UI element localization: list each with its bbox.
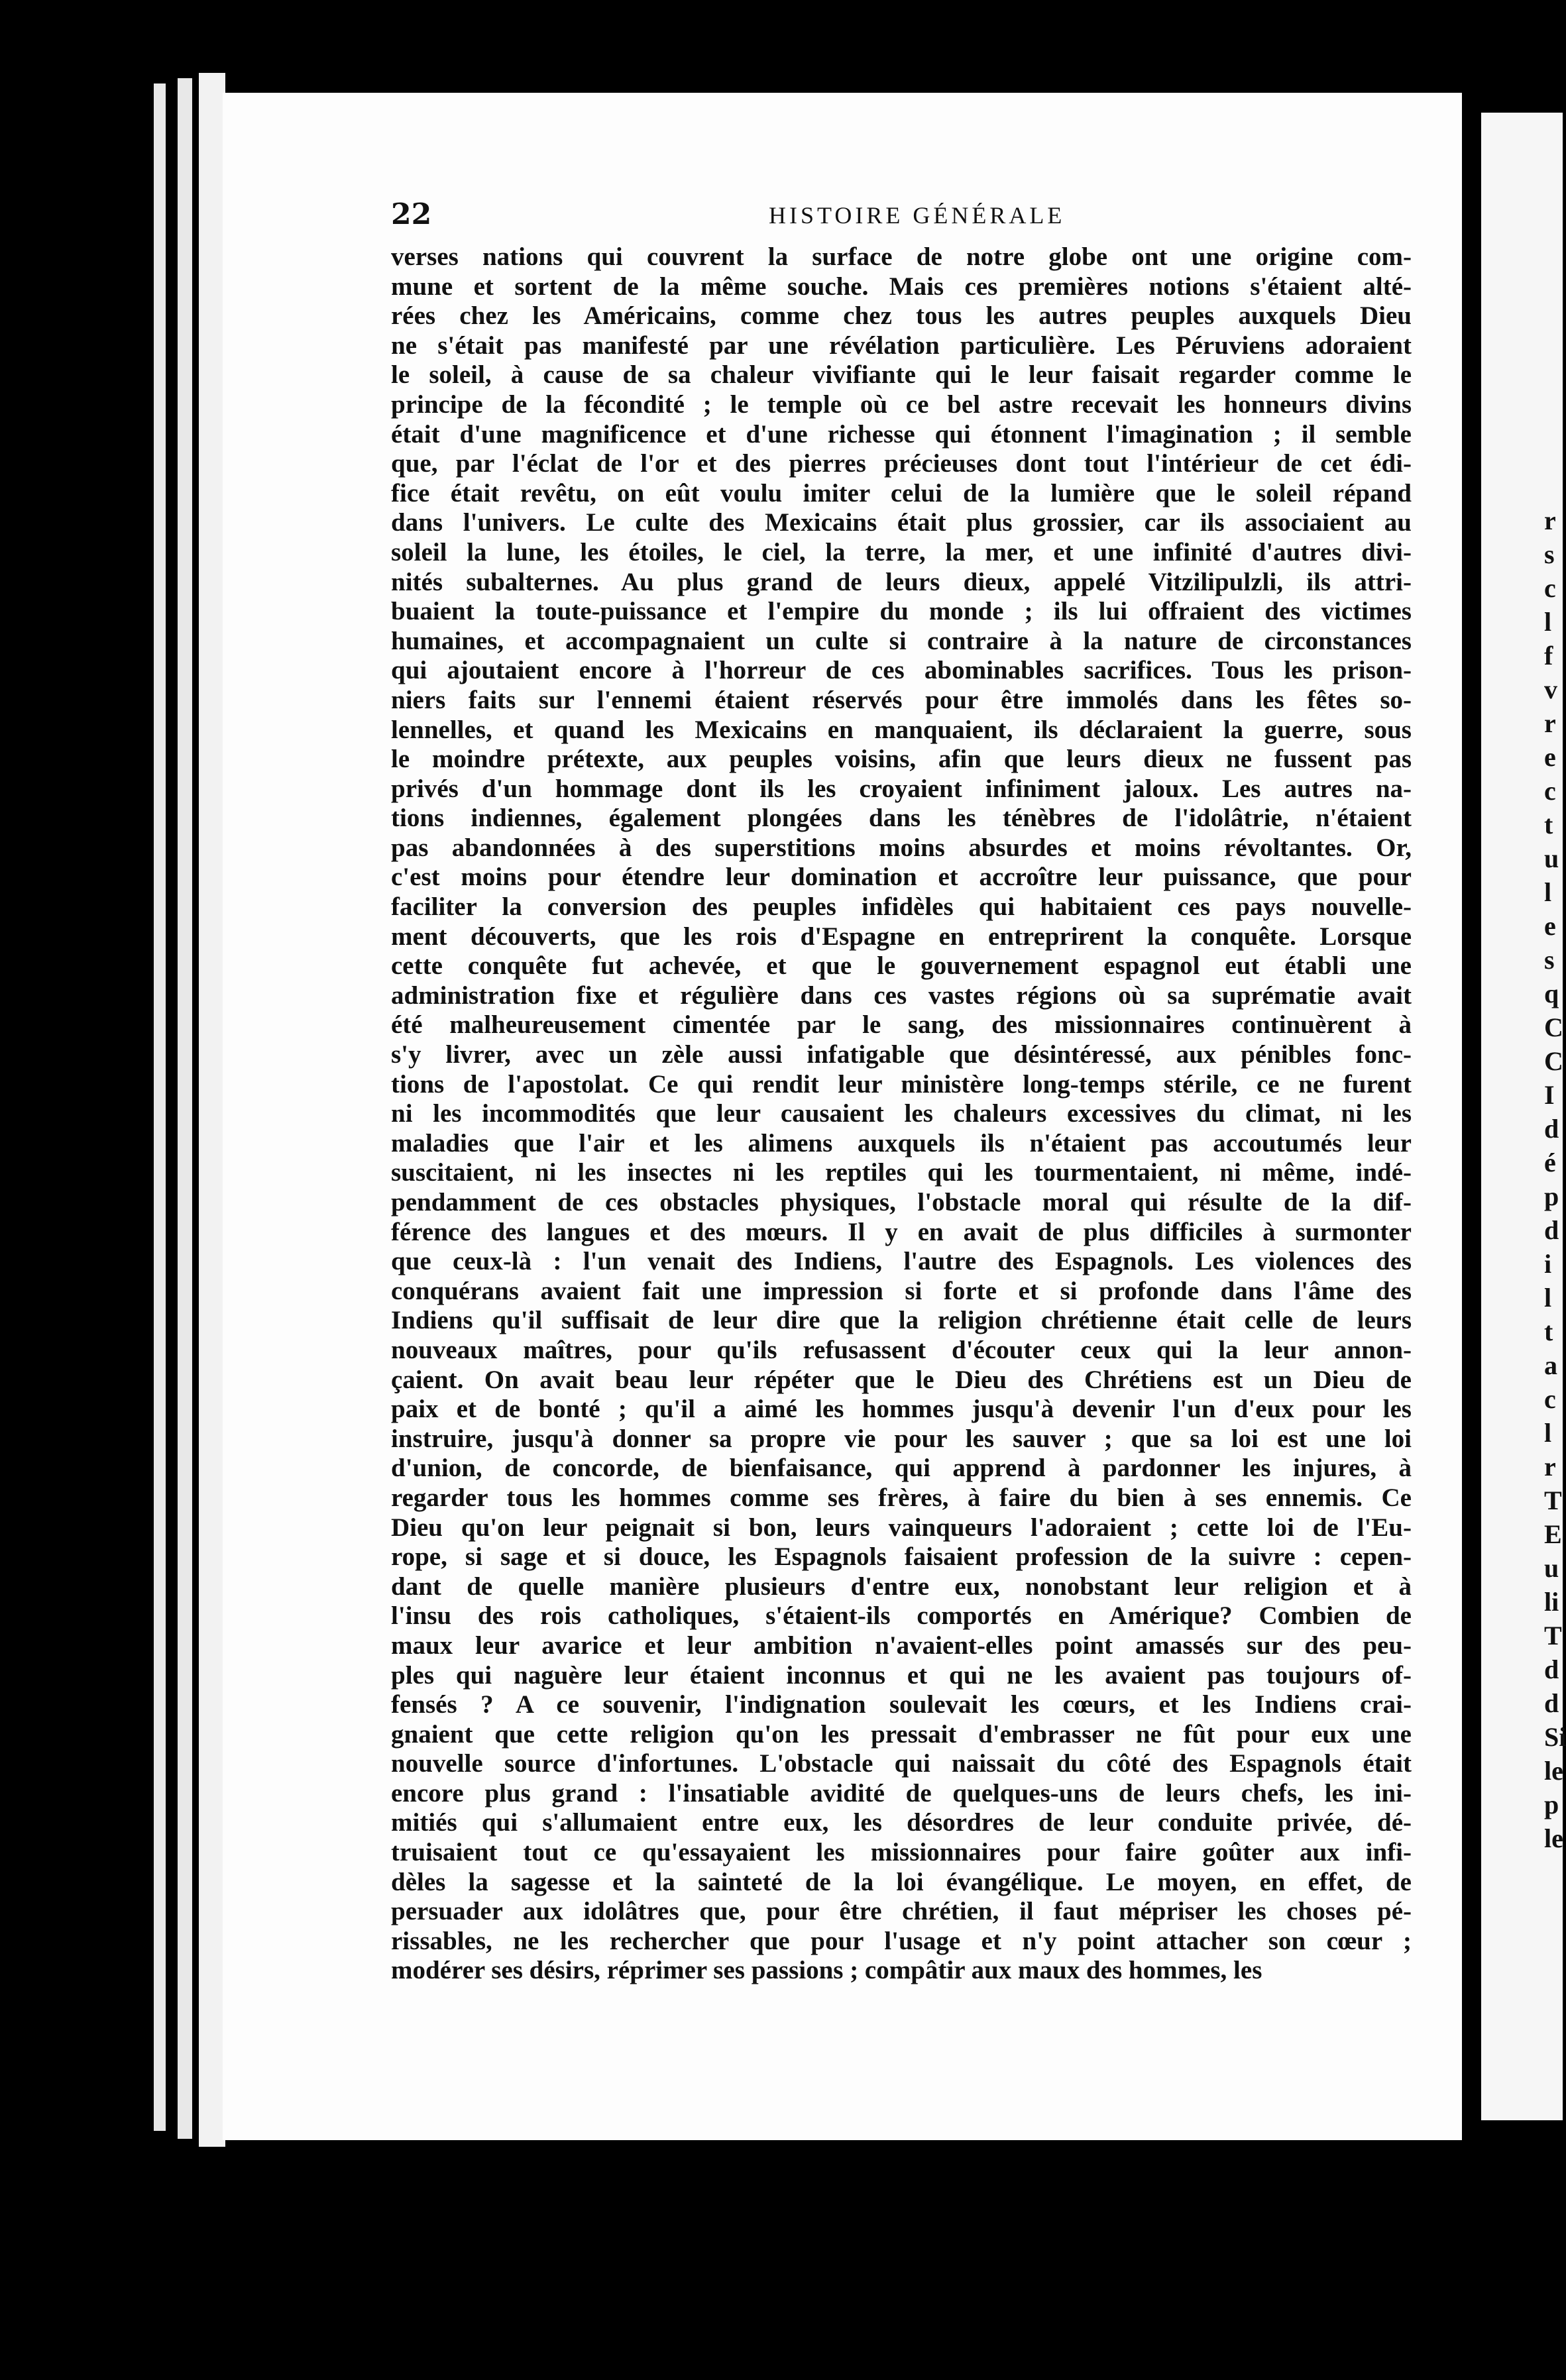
text-line: faciliter la conversion des peuples infidèles qui habitaient ces pays nouvelle- — [391, 892, 1412, 922]
facing-page-fragment: t — [1544, 1317, 1553, 1346]
text-line: encore plus grand : l'insatiable avidité de quelques-uns de leurs chefs, les ini- — [391, 1778, 1412, 1808]
text-line: suscitaient, ni les insectes ni les reptiles qui les tourmentaient, ni même, indé- — [391, 1158, 1412, 1187]
text-line: le moindre prétexte, aux peuples voisins, afin que leurs dieux ne fussent pas — [391, 745, 1412, 774]
facing-page-fragment: le — [1544, 1823, 1563, 1853]
facing-page-fragment: le — [1544, 1756, 1563, 1786]
facing-page-fragment: Si — [1544, 1722, 1566, 1752]
text-line: regarder tous les hommes comme ses frères, à faire du bien à ses ennemis. Ce — [391, 1483, 1412, 1512]
book-edge — [154, 83, 166, 2131]
facing-page-fragment: p — [1544, 1181, 1559, 1211]
facing-page-fragment: p — [1544, 1790, 1559, 1819]
text-line: gnaient que cette religion qu'on les pressait d'embrasser ne fût pour eux une — [391, 1719, 1412, 1749]
facing-page-fragment: li — [1544, 1587, 1559, 1617]
text-line: pas abandonnées à des superstitions moins absurdes et moins révoltantes. Or, — [391, 833, 1412, 862]
facing-page-fragment: C — [1544, 1012, 1563, 1042]
facing-page-fragment: l — [1544, 1283, 1552, 1313]
facing-page-fragment: t — [1544, 810, 1553, 839]
text-line: ni les incommodités que leur causaient les chaleurs excessives du climat, ni les — [391, 1099, 1412, 1128]
facing-page-fragment: c — [1544, 1384, 1556, 1414]
text-line: d'union, de concorde, de bienfaisance, qui apprend à pardonner les injures, à — [391, 1454, 1412, 1483]
text-line: privés d'un hommage dont ils les croyaient infiniment jaloux. Les autres na- — [391, 774, 1412, 803]
text-line: ne s'était pas manifesté par une révélation particulière. Les Péruviens adoraient — [391, 331, 1412, 360]
text-line: férence des langues et des mœurs. Il y en avait de plus difficiles à surmonter — [391, 1217, 1412, 1246]
facing-page-fragment: a — [1544, 1350, 1557, 1380]
facing-page-fragment: r — [1544, 708, 1556, 738]
facing-page-fragment: E — [1544, 1519, 1562, 1549]
text-line: paix et de bonté ; qu'il a aimé les hommes jusqu'à devenir l'un d'eux pour les — [391, 1395, 1412, 1424]
facing-page-text — [1544, 504, 1566, 1855]
facing-page-fragment: T — [1544, 1621, 1562, 1650]
facing-page-fragment: d — [1544, 1114, 1559, 1144]
text-line: nouvelle source d'infortunes. L'obstacle qui naissait du côté des Espagnols était — [391, 1749, 1412, 1778]
text-line: cette conquête fut achevée, et que le gouvernement espagnol eut établi une — [391, 951, 1412, 981]
book-edge — [199, 73, 225, 2147]
text-line: c'est moins pour étendre leur domination et accroître leur puissance, que pour — [391, 863, 1412, 892]
text-line: instruire, jusqu'à donner sa propre vie pour les sauver ; que sa loi est une loi — [391, 1424, 1412, 1453]
text-line: mitiés qui s'allumaient entre eux, les désordres de leur conduite privée, dé- — [391, 1808, 1412, 1837]
text-line: fensés ? A ce souvenir, l'indignation soulevait les cœurs, et les Indiens crai- — [391, 1690, 1412, 1719]
text-line: ment découverts, que les rois d'Espagne en entreprirent la conquête. Lorsque — [391, 922, 1412, 951]
facing-page-fragment: e — [1544, 911, 1556, 941]
text-line: dans l'univers. Le culte des Mexicains était plus grossier, car ils associaient au — [391, 508, 1412, 537]
running-title: HISTOIRE GÉNÉRALE — [769, 202, 1066, 229]
facing-page-fragment: d — [1544, 1654, 1559, 1684]
text-line: soleil la lune, les étoiles, le ciel, la terre, la mer, et une infinité d'autres divi- — [391, 537, 1412, 567]
text-line: rées chez les Américains, comme chez tous les autres peuples auxquels Dieu — [391, 301, 1412, 331]
facing-page-fragment: s — [1544, 945, 1555, 975]
text-line: tions de l'apostolat. Ce qui rendit leur ministère long-temps stérile, ce ne furent — [391, 1069, 1412, 1099]
text-line: çaient. On avait beau leur répéter que le Dieu des Chrétiens est un Dieu de — [391, 1365, 1412, 1394]
text-line: maladies que l'air et les alimens auxquels ils n'étaient pas accoutumés leur — [391, 1128, 1412, 1158]
facing-page-fragment: v — [1544, 675, 1557, 704]
text-line: rissables, ne les rechercher que pour l'usage et n'y point attacher son cœur ; — [391, 1926, 1412, 1955]
running-head — [391, 197, 1405, 237]
text-line: était d'une magnificence et d'une richesse qui étonnent l'imagination ; il semble — [391, 419, 1412, 449]
facing-page-fragment: s — [1544, 539, 1555, 569]
text-line: verses nations qui couvrent la surface de notre globe ont une origine com- — [391, 243, 1412, 271]
text-line: tions indiennes, également plongées dans les ténèbres de l'idolâtrie, n'étaient — [391, 804, 1412, 833]
text-line: maux leur avarice et leur ambition n'avaient-elles point amassés sur des peu- — [391, 1631, 1412, 1660]
facing-page-fragment: l — [1544, 1418, 1552, 1448]
text-line: nités subalternes. Au plus grand de leurs dieux, appelé Vitzilipulzli, ils attri- — [391, 567, 1412, 596]
facing-page-fragment: u — [1544, 843, 1559, 873]
facing-page-fragment: C — [1544, 1046, 1563, 1076]
text-line: l'insu des rois catholiques, s'étaient-ils comportés en Amérique? Combien de — [391, 1601, 1412, 1631]
text-line: mune et sortent de la même souche. Mais ces premières notions s'étaient alté- — [391, 272, 1412, 301]
text-line: Indiens qu'il suffisait de leur dire que la religion chrétienne était celle de leurs — [391, 1306, 1412, 1335]
facing-page-fragment: d — [1544, 1215, 1559, 1245]
text-line: s'y livrer, avec un zèle aussi infatigable que désintéressé, aux pénibles fonc- — [391, 1040, 1412, 1069]
text-line: humaines, et accompagnaient un culte si contraire à la nature de circonstances — [391, 626, 1412, 655]
facing-page-fragment: c — [1544, 776, 1556, 806]
facing-page-fragment: é — [1544, 1148, 1556, 1177]
facing-page-fragment: r — [1544, 1452, 1556, 1482]
facing-page-fragment: T — [1544, 1486, 1562, 1515]
facing-page-fragment: r — [1544, 506, 1556, 535]
text-line: Dieu qu'on leur peignait si bon, leurs vainqueurs l'adoraient ; cette loi de l'Eu- — [391, 1513, 1412, 1542]
text-line: ples qui naguère leur étaient inconnus et qui ne les avaient pas toujours of- — [391, 1660, 1412, 1690]
facing-page-fragment: f — [1544, 641, 1553, 671]
text-line: qui ajoutaient encore à l'horreur de ces abominables sacrifices. Tous les prison- — [391, 656, 1412, 685]
text-line: été malheureusement cimentée par le sang, des missionnaires continuèrent à — [391, 1010, 1412, 1040]
text-line: truisaient tout ce qu'essayaient les missionnaires pour faire goûter aux infi- — [391, 1838, 1412, 1867]
text-line: modérer ses désirs, réprimer ses passions ; compâtir aux maux des hommes, les — [391, 1956, 1262, 1985]
text-line: buaient la toute-puissance et l'empire du monde ; ils lui offraient des victimes — [391, 597, 1412, 626]
text-line: niers faits sur l'ennemi étaient réservés pour être immolés dans les fêtes so- — [391, 685, 1412, 714]
text-line: nouveaux maîtres, pour qu'ils refusassent d'écouter ceux qui la leur annon- — [391, 1335, 1412, 1364]
text-line: principe de la fécondité ; le temple où ce bel astre recevait les honneurs divins — [391, 390, 1412, 419]
facing-page-fragment: l — [1544, 607, 1552, 637]
text-line: administration fixe et régulière dans ces vastes régions où sa suprématie avait — [391, 981, 1412, 1010]
text-line: le soleil, à cause de sa chaleur vivifiante qui le leur faisait regarder comme le — [391, 360, 1412, 390]
text-line: pendamment de ces obstacles physiques, l'obstacle moral qui résulte de la dif- — [391, 1188, 1412, 1217]
text-line: dèles la sagesse et la sainteté de la loi évangélique. Le moyen, en effet, de — [391, 1867, 1412, 1896]
facing-page-fragment: i — [1544, 1249, 1552, 1279]
text-line: que ceux-là : l'un venait des Indiens, l'autre des Espagnols. Les violences des — [391, 1247, 1412, 1276]
facing-page-fragment: c — [1544, 573, 1556, 603]
page-number: 22 — [391, 197, 432, 231]
facing-page-fragment: q — [1544, 979, 1559, 1008]
facing-page-fragment: u — [1544, 1553, 1559, 1583]
text-line: lennelles, et quand les Mexicains en manquaient, ils déclaraient la guerre, sous — [391, 715, 1412, 744]
facing-page-fragment: l — [1544, 877, 1552, 907]
facing-page-fragment: e — [1544, 742, 1556, 772]
text-line: fice était revêtu, on eût voulu imiter celui de la lumière que le soleil répand — [391, 478, 1412, 508]
body-text — [391, 243, 1412, 1986]
text-line: rope, si sage et si douce, les Espagnols faisaient profession de la suivre : cepen- — [391, 1542, 1412, 1572]
book-edge — [178, 78, 192, 2139]
text-line: dant de quelle manière plusieurs d'entre eux, nonobstant leur religion et à — [391, 1572, 1412, 1601]
text-line: conquérans avaient fait une impression si forte et si profonde dans l'âme des — [391, 1276, 1412, 1305]
text-line: persuader aux idolâtres que, pour être chrétien, il faut mépriser les choses pé- — [391, 1897, 1412, 1926]
text-line: que, par l'éclat de l'or et des pierres précieuses dont tout l'intérieur de cet édi- — [391, 449, 1412, 478]
facing-page-fragment: I — [1544, 1080, 1555, 1110]
facing-page-fragment: d — [1544, 1688, 1559, 1718]
